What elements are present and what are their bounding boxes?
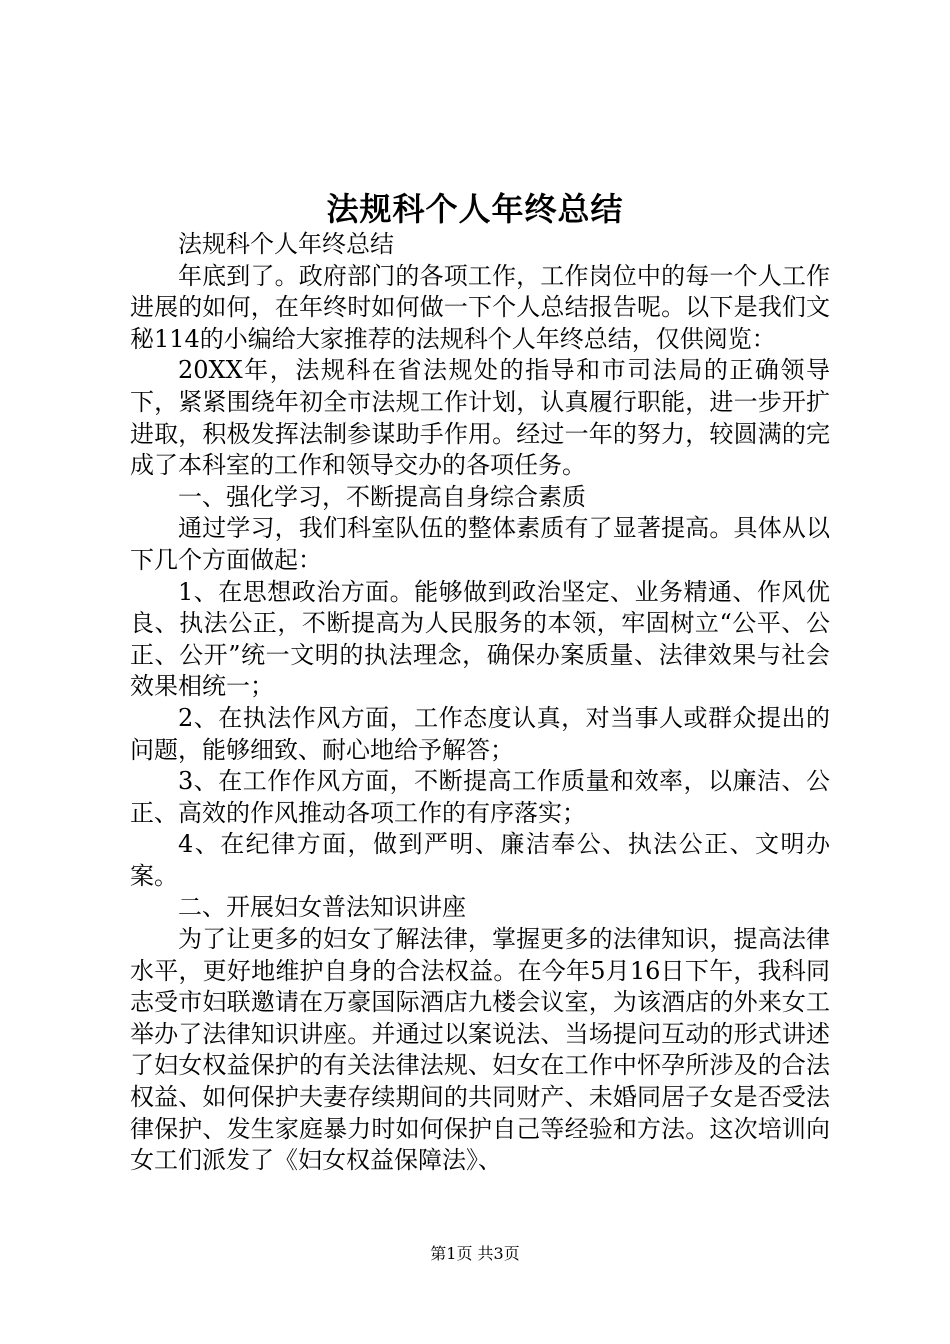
document-body bbox=[130, 229, 830, 1177]
document-title: 法规科个人年终总结 bbox=[326, 190, 624, 228]
list-item-1: 1、在思想政治方面。能够做到政治坚定、业务精通、作风优良、执法公正，不断提高为人民服务的本领，牢固树立“公平、公正、公开”统一文明的执法理念，确保办案质量、法律效果与社会效果相统一； bbox=[130, 577, 830, 701]
paragraph-overview: 20XX年，法规科在省法规处的指导和市司法局的正确领导下，紧紧围绕年初全市法规工作计划，认真履行职能，进一步开扩进取，积极发挥法制参谋助手作用。经过一年的努力，较圆满的完成了本科室的工作和领导交办的各项任务。 bbox=[130, 356, 830, 480]
section-heading-1: 一、强化学习，不断提高自身综合素质 bbox=[178, 482, 586, 511]
list-item-2: 2、在执法作风方面，工作态度认真，对当事人或群众提出的问题，能够细致、耐心地给予解答； bbox=[130, 703, 830, 764]
section-heading-2: 二、开展妇女普法知识讲座 bbox=[178, 893, 466, 922]
list-item-4: 4、在纪律方面，做到严明、廉洁奉公、执法公正、文明办案。 bbox=[130, 830, 830, 890]
page-footer: 第1页 共3页 bbox=[430, 1244, 520, 1263]
paragraph-intro: 年底到了。政府部门的各项工作，工作岗位中的每一个人工作进展的如何，在年终时如何做一下个人总结报告呢。以下是我们文秘114的小编给大家推荐的法规科个人年终总结，仅供阅览： bbox=[130, 261, 830, 353]
paragraph-lecture: 为了让更多的妇女了解法律，掌握更多的法律知识，提高法律水平，更好地维护自身的合法权益。在今年5月16日下午，我科同志受市妇联邀请在万豪国际酒店九楼会议室，为该酒店的外来女工举办了法律知识讲座。并通过以案说法、当场提问互动的形式讲述了妇女权益保护的有关法律法规、妇女在工作中怀孕所涉及的合法权益、如何保护夫妻存续期间的共同财产、未婚同居子女是否受法律保护、发生家庭暴力时如何保护自己等经验和方法。这次培训向女工们派发了《妇女权益保障法》、 bbox=[130, 925, 830, 1175]
list-item-3: 3、在工作作风方面，不断提高工作质量和效率，以廉洁、公正、高效的作风推动各项工作的有序落实； bbox=[130, 767, 830, 827]
paragraph-subtitle: 法规科个人年终总结 bbox=[178, 230, 394, 258]
paragraph-study: 通过学习，我们科室队伍的整体素质有了显著提高。具体从以下几个方面做起： bbox=[130, 514, 830, 574]
